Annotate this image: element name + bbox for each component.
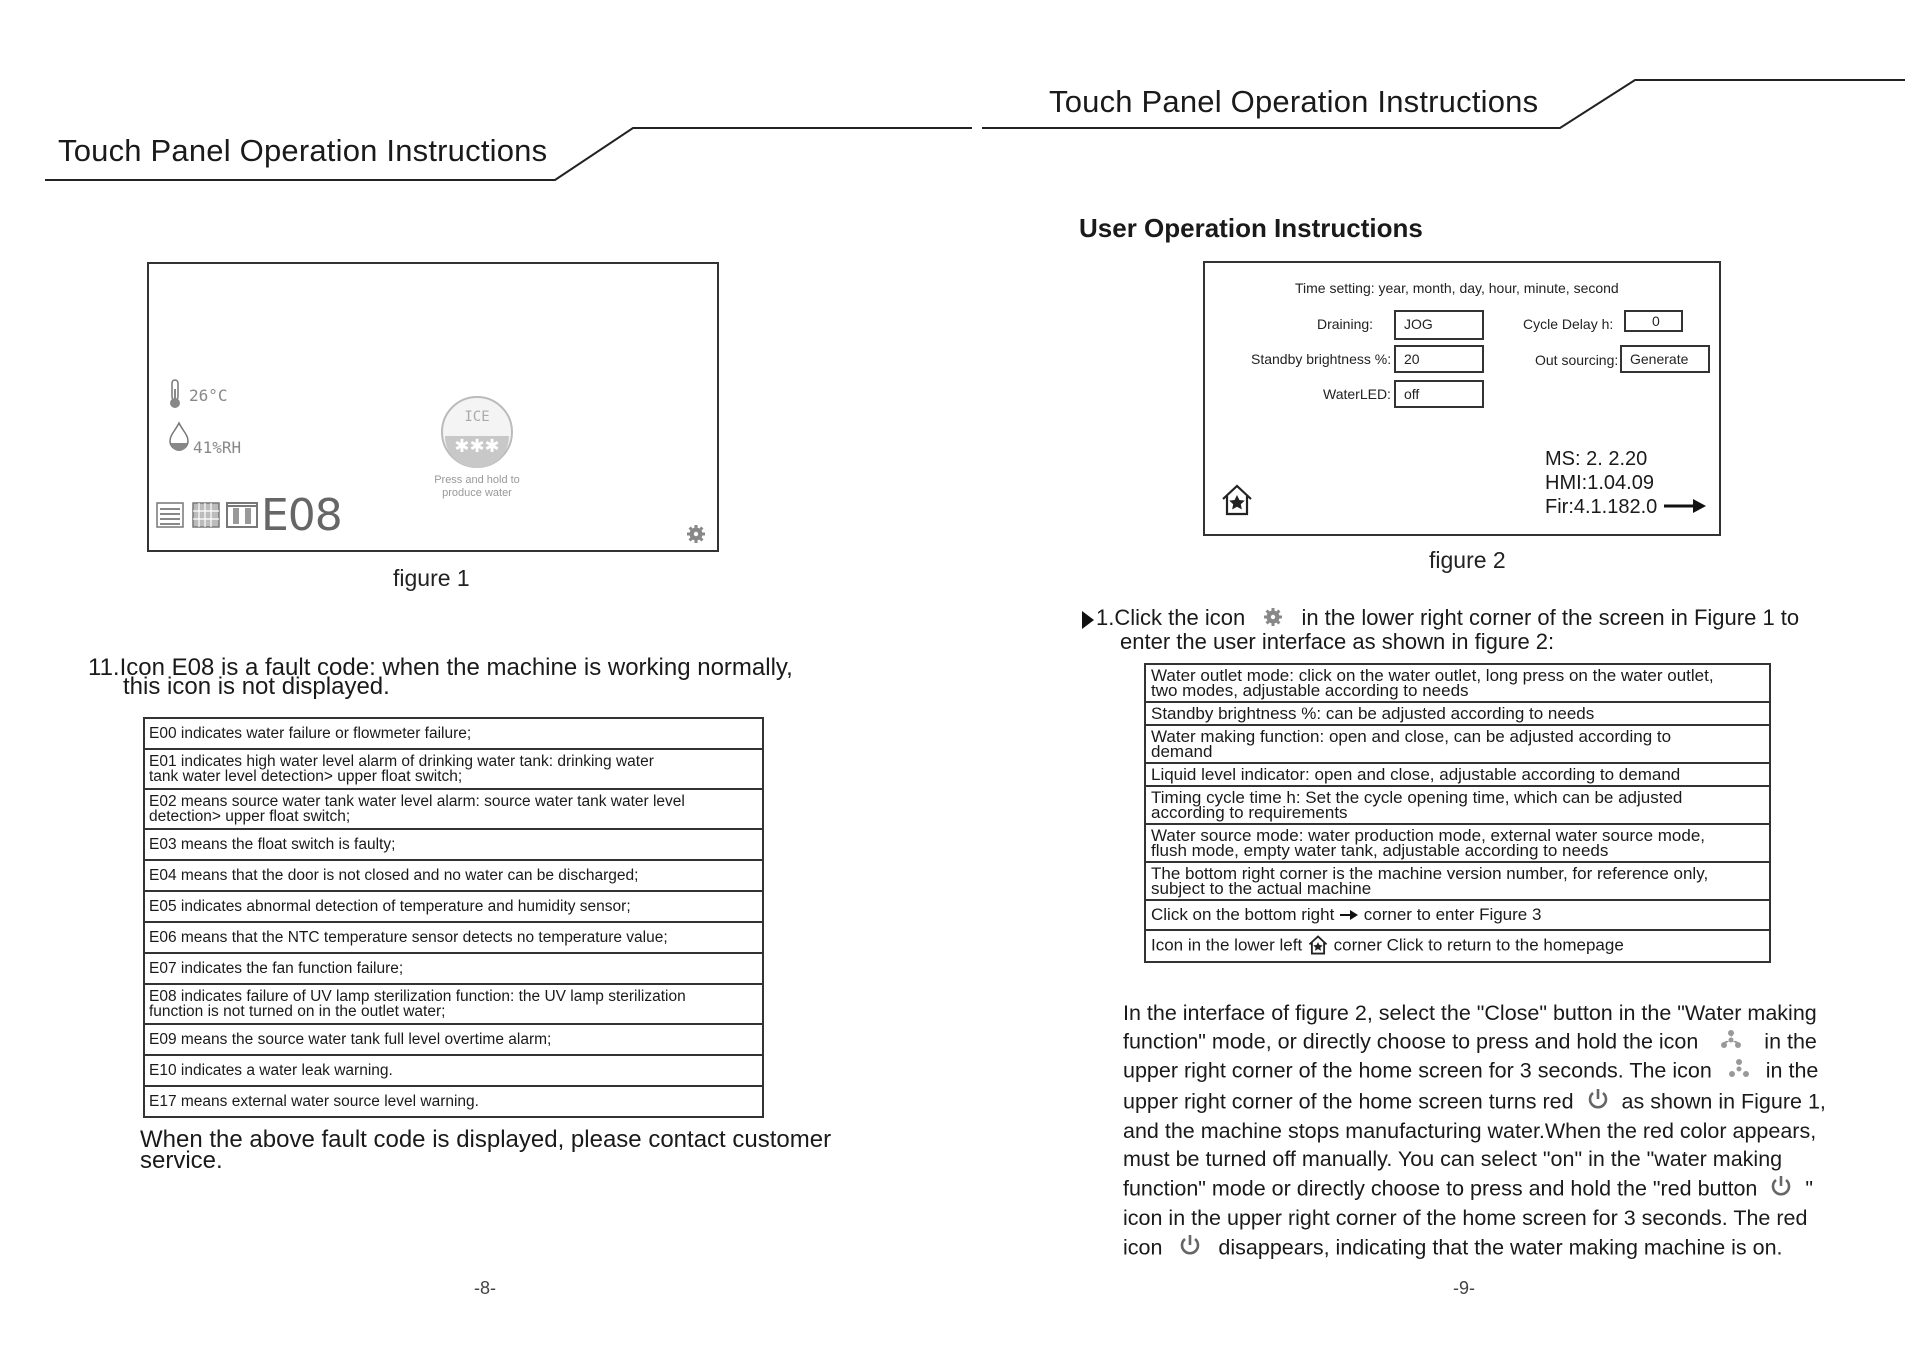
step1-text-a: 1.Click the icon — [1096, 605, 1246, 630]
page-header-left: Touch Panel Operation Instructions — [58, 133, 548, 168]
fault-code-table — [143, 717, 764, 1118]
para-line9-a: icon — [1123, 1235, 1163, 1260]
fault-code-text: E05 indicates abnormal detection of temperature and humidity sensor; — [149, 898, 631, 915]
fault-code-text-cont: detection> upper float switch; — [149, 808, 351, 825]
fault-code-text: E00 indicates water failure or flowmeter failure; — [149, 725, 472, 742]
fault-code-cell — [144, 1055, 763, 1086]
out-sourcing-label: Out sourcing: — [1535, 352, 1619, 368]
para-line3-a: upper right corner of the home screen for 3 seconds. The icon — [1123, 1058, 1712, 1083]
para-line3 — [1123, 1057, 1878, 1087]
para-line8: icon in the upper right corner of the home screen for 3 seconds. The red — [1123, 1206, 1808, 1231]
step1-line2: enter the user interface as shown in figure 2: — [1120, 629, 1555, 654]
para-line6: must be turned off manually. You can select "on" in the "water making — [1123, 1146, 1783, 1171]
settings-row — [1145, 824, 1770, 862]
fault-code-row — [144, 749, 763, 789]
fault-code-text: E01 indicates high water level alarm of drinking water tank: drinking water — [149, 753, 654, 770]
fault-code-text: E09 means the source water tank full level overtime alarm; — [149, 1031, 552, 1048]
fault-code-text: E07 indicates the fan function failure; — [149, 960, 404, 977]
fir-version-text: Fir:4.1.182.0 — [1545, 496, 1658, 518]
settings-text-cont: two modes, adjustable according to needs — [1151, 681, 1469, 700]
next-arrow-icon[interactable] — [1663, 496, 1707, 520]
settings-text: The bottom right corner is the machine version number, for reference only, — [1151, 864, 1709, 883]
radiation-icon — [1726, 1057, 1752, 1087]
fault-code-text: E10 indicates a water leak warning. — [149, 1062, 393, 1079]
fault-code-cell — [144, 891, 763, 922]
settings-cell — [1145, 664, 1770, 702]
home-star-icon-inline — [1307, 934, 1329, 958]
fault-code-text-cont: function is not turned on in the outlet water; — [149, 1003, 446, 1020]
step1-line1 — [1096, 606, 1799, 632]
para-line7-b: " — [1805, 1176, 1813, 1201]
fault-code-cell — [144, 860, 763, 891]
settings-cell — [1145, 786, 1770, 824]
fault-code-cell — [144, 829, 763, 860]
page-header-right: Touch Panel Operation Instructions — [1049, 84, 1539, 119]
draining-label: Draining: — [1317, 316, 1374, 332]
figure2-screen — [1203, 261, 1721, 536]
arrow-row-text-b: corner to enter Figure 3 — [1363, 904, 1542, 924]
fault-code-row — [144, 922, 763, 953]
fault-code-row — [144, 718, 763, 749]
ice-hint — [419, 474, 535, 500]
home-row-text-a: Icon in the lower left — [1151, 935, 1303, 955]
settings-description-table — [1144, 663, 1771, 963]
fault-code-row — [144, 984, 763, 1024]
figure1-screen — [147, 262, 719, 552]
para-line5: and the machine stops manufacturing water.When the red color appears, — [1123, 1119, 1817, 1144]
contact-note-line1: When the above fault code is displayed, please contact customer — [140, 1126, 832, 1153]
bullet-arrow-icon — [1081, 610, 1095, 635]
ice-button-icon[interactable] — [439, 394, 515, 475]
contact-note-line2: service. — [140, 1147, 223, 1174]
fault-code-cell — [144, 1086, 763, 1117]
ice-hint-line2: produce water — [442, 487, 512, 499]
fault-code-display: E08 — [261, 490, 342, 541]
para-line9 — [1123, 1233, 1878, 1265]
settings-gear-icon[interactable] — [686, 524, 706, 549]
standby-brightness-field[interactable]: 20 — [1394, 345, 1484, 373]
power-icon — [1178, 1233, 1202, 1265]
page-number-left: -8- — [474, 1278, 496, 1298]
para-line3-b: in the — [1765, 1058, 1819, 1083]
version-info — [1545, 447, 1707, 520]
svg-text:ICE: ICE — [464, 409, 490, 425]
para-line7-a: function" mode or directly choose to press and hold the "red button — [1123, 1176, 1758, 1201]
cycle-delay-field[interactable]: 0 — [1624, 310, 1683, 332]
fault-code-text-cont: tank water level detection> upper float switch; — [149, 768, 463, 785]
settings-row — [1145, 725, 1770, 763]
fault-code-row — [144, 829, 763, 860]
para-line4-b: as shown in Figure 1, — [1621, 1089, 1826, 1114]
settings-text-cont: subject to the actual machine — [1151, 879, 1372, 898]
settings-text: Water source mode: water production mode, external water source mode, — [1151, 826, 1706, 845]
fault-code-row — [144, 1055, 763, 1086]
figure2-caption: figure 2 — [1429, 547, 1506, 573]
settings-row — [1145, 763, 1770, 786]
humidity-drop-icon — [167, 421, 191, 456]
settings-text-cont: according to requirements — [1151, 803, 1348, 822]
settings-text: Water making function: open and close, can be adjusted according to — [1151, 727, 1672, 746]
fault-code-row — [144, 860, 763, 891]
svg-text:✱✱✱: ✱✱✱ — [454, 436, 500, 457]
settings-text: Liquid level indicator: open and close, adjustable according to demand — [1151, 765, 1681, 784]
power-icon — [1769, 1174, 1793, 1206]
fir-version — [1545, 495, 1707, 520]
para-line4 — [1123, 1087, 1878, 1119]
fault-code-cell — [144, 922, 763, 953]
settings-gear-icon-inline — [1263, 607, 1283, 632]
fan-grid-icon — [191, 500, 221, 535]
settings-row — [1145, 664, 1770, 702]
settings-row — [1145, 862, 1770, 900]
temperature-readout: 26°C — [189, 386, 228, 405]
fault-code-cell — [144, 749, 763, 789]
fault-code-cell — [144, 984, 763, 1024]
settings-text: Water outlet mode: click on the water outlet, long press on the water outlet, — [1151, 666, 1714, 685]
fault-code-text: E06 means that the NTC temperature sensor detects no temperature value; — [149, 929, 668, 946]
settings-text-cont: flush mode, empty water tank, adjustable according to needs — [1151, 841, 1609, 860]
settings-cell — [1145, 763, 1770, 786]
settings-text: Standby brightness %: can be adjusted according to needs — [1151, 704, 1595, 723]
settings-row-arrow — [1145, 900, 1770, 930]
humidity-readout: 41%RH — [193, 438, 242, 457]
fault-code-text: E03 means the float switch is faulty; — [149, 836, 396, 853]
para-line9-b: disappears, indicating that the water making machine is on. — [1218, 1235, 1783, 1260]
settings-row — [1145, 702, 1770, 725]
settings-cell — [1145, 702, 1770, 725]
fault-code-text: E08 indicates failure of UV lamp sterilization function: the UV lamp sterilization — [149, 988, 686, 1005]
settings-row-home — [1145, 930, 1770, 962]
figure1-caption: figure 1 — [393, 565, 470, 591]
para-line2-b: in the — [1764, 1029, 1817, 1054]
uv-lamp-icon — [225, 500, 259, 535]
item11-line2: this icon is not displayed. — [123, 673, 390, 700]
fault-code-text: E17 means external water source level warning. — [149, 1093, 479, 1110]
section-title: User Operation Instructions — [1079, 213, 1423, 243]
power-icon — [1586, 1087, 1610, 1119]
thermometer-icon — [167, 379, 183, 414]
ms-version: MS: 2. 2.20 — [1545, 448, 1648, 470]
fault-code-cell — [144, 718, 763, 749]
out-sourcing-field[interactable]: Generate — [1620, 345, 1710, 373]
standby-brightness-label: Standby brightness %: — [1251, 351, 1392, 367]
waterled-label: WaterLED: — [1323, 386, 1391, 402]
right-arrow-icon — [1339, 908, 1359, 923]
arrow-row-text-a: Click on the bottom right — [1151, 904, 1335, 924]
item11-line1: 11.Icon E08 is a fault code: when the machine is working normally, — [88, 654, 793, 681]
water-making-instructions — [1123, 1000, 1878, 1264]
para-line4-a: upper right corner of the home screen turns red — [1123, 1089, 1574, 1114]
para-line2 — [1123, 1028, 1878, 1058]
fault-code-row — [144, 953, 763, 984]
header-rules — [0, 0, 1920, 200]
fault-code-text: E02 means source water tank water level alarm: source water tank water level — [149, 793, 685, 810]
settings-cell — [1145, 862, 1770, 900]
heater-icon — [155, 500, 185, 535]
page-number-right: -9- — [1453, 1278, 1475, 1298]
settings-text: Timing cycle time h: Set the cycle opening time, which can be adjusted — [1151, 788, 1683, 807]
settings-cell — [1145, 824, 1770, 862]
settings-row — [1145, 786, 1770, 824]
home-star-icon[interactable] — [1219, 482, 1255, 523]
home-row-text-b: corner Click to return to the homepage — [1333, 935, 1624, 955]
fault-code-text: E04 means that the door is not closed and no water can be discharged; — [149, 867, 639, 884]
draining-field[interactable]: JOG — [1394, 310, 1484, 340]
radiation-icon — [1718, 1028, 1744, 1058]
para-line7 — [1123, 1174, 1878, 1206]
time-setting-text: Time setting: year, month, day, hour, minute, second — [1295, 280, 1619, 296]
ice-hint-line1: Press and hold to — [434, 474, 520, 486]
waterled-field[interactable]: off — [1394, 380, 1484, 408]
fault-code-row — [144, 1086, 763, 1117]
cycle-delay-label: Cycle Delay h: — [1523, 316, 1614, 332]
hmi-version: HMI:1.04.09 — [1545, 472, 1654, 494]
fault-code-row — [144, 1024, 763, 1055]
step1-text-b: in the lower right corner of the screen in Figure 1 to — [1301, 605, 1800, 630]
fault-code-row — [144, 789, 763, 829]
fault-code-row — [144, 891, 763, 922]
fault-code-cell — [144, 1024, 763, 1055]
fault-code-cell — [144, 953, 763, 984]
fault-code-cell — [144, 789, 763, 829]
settings-cell — [1145, 725, 1770, 763]
para-line1: In the interface of figure 2, select the "Close" button in the "Water making — [1123, 1001, 1817, 1025]
settings-text-cont: demand — [1151, 742, 1213, 761]
para-line2-a: function" mode, or directly choose to press and hold the icon — [1123, 1029, 1699, 1054]
